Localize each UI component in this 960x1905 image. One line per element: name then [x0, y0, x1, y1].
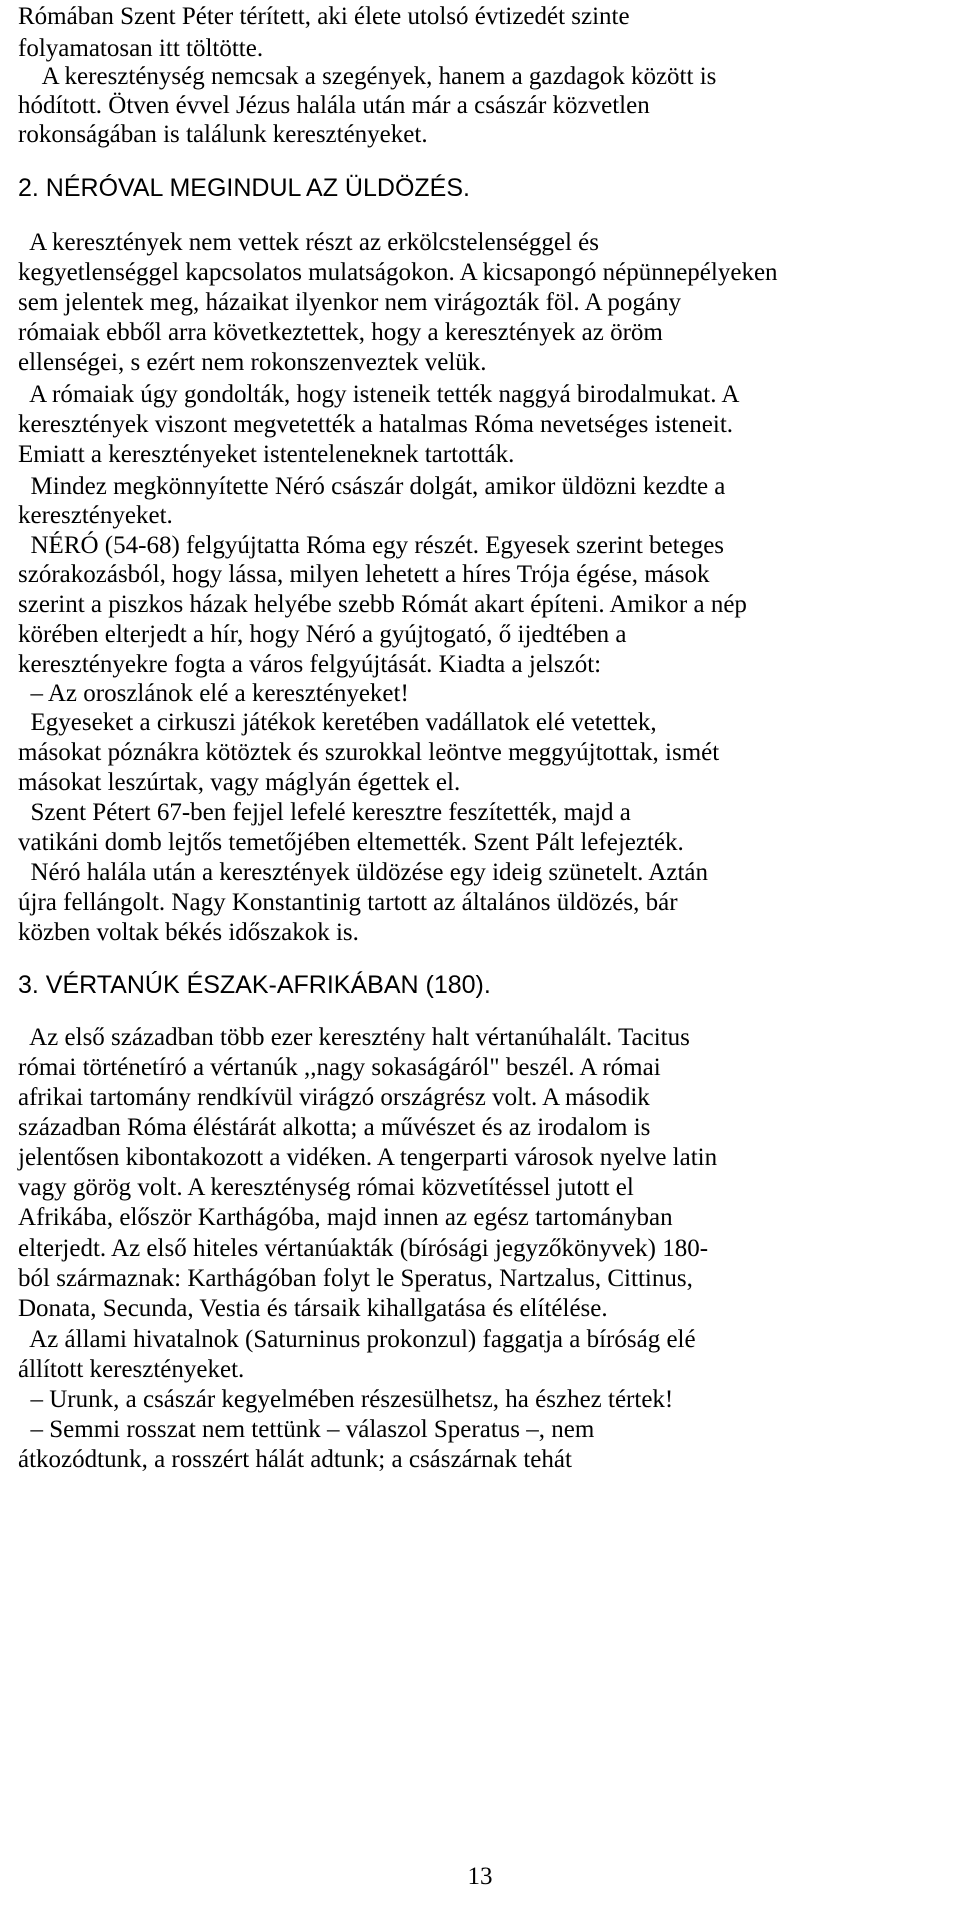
- text-line: elterjedt. Az első hiteles vértanúakták (bírósági jegyzőkönyvek) 180-: [18, 1235, 709, 1262]
- text-line: Egyeseket a cirkuszi játékok keretében vadállatok elé vetettek,: [18, 709, 657, 736]
- text-line: vatikáni domb lejtős temetőjében eltemették. Szent Pált lefejezték.: [18, 829, 684, 856]
- text-line: római történetíró a vértanúk ,,nagy sokaságáról" beszél. A római: [18, 1054, 661, 1081]
- text-line: átkozódtunk, a rosszért hálát adtunk; a császárnak tehát: [18, 1446, 572, 1473]
- text-line: Mindez megkönnyítette Néró császár dolgát, amikor üldözni kezdte a: [18, 473, 726, 500]
- text-line: – Urunk, a császár kegyelmében részesülhetsz, ha észhez tértek!: [18, 1386, 674, 1413]
- text-line: kegyetlenséggel kapcsolatos mulatságokon. A kicsapongó népünnepélyeken: [18, 259, 778, 286]
- text-line: szórakozásból, hogy lássa, milyen lehetett a híres Trója égése, mások: [18, 561, 710, 588]
- text-line: rokonságában is találunk keresztényeket.: [18, 121, 428, 148]
- text-line: sem jelentek meg, házaikat ilyenkor nem virágozták föl. A pogány: [18, 289, 681, 316]
- text-line: Szent Pétert 67-ben fejjel lefelé keresztre feszítették, majd a: [18, 799, 631, 826]
- text-line: NÉRÓ (54-68) felgyújtatta Róma egy részét. Egyesek szerint beteges: [18, 532, 725, 559]
- text-line: A rómaiak úgy gondolták, hogy isteneik tették naggyá birodalmukat. A: [18, 381, 740, 408]
- text-line: szerint a piszkos házak helyébe szebb Rómát akart építeni. Amikor a nép: [18, 591, 747, 618]
- text-line: Emiatt a keresztényeket istenteleneknek tartották.: [18, 441, 515, 468]
- text-line: másokat póznákra kötöztek és szurokkal leöntve meggyújtottak, ismét: [18, 739, 720, 766]
- text-line: ellenségei, s ezért nem rokonszenveztek velük.: [18, 349, 487, 376]
- text-line: Afrikába, először Karthágóba, majd innen az egész tartományban: [18, 1204, 673, 1231]
- text-line: állított keresztényeket.: [18, 1356, 245, 1383]
- text-line: újra fellángolt. Nagy Konstantinig tartott az általános üldözés, bár: [18, 889, 678, 916]
- text-line: közben voltak békés időszakok is.: [18, 919, 359, 946]
- text-line: A kereszténység nemcsak a szegények, hanem a gazdagok között is: [18, 63, 717, 90]
- text-line: keresztények viszont megvetették a hatalmas Róma nevetséges isteneit.: [18, 411, 734, 438]
- text-line: Donata, Secunda, Vestia és társaik kihallgatása és elítélése.: [18, 1295, 608, 1322]
- text-line: hódított. Ötven évvel Jézus halála után már a császár közvetlen: [18, 92, 650, 119]
- text-line: rómaiak ebből arra következtettek, hogy a keresztények az öröm: [18, 319, 663, 346]
- text-line: ból származnak: Karthágóban folyt le Speratus, Nartzalus, Cittinus,: [18, 1265, 693, 1292]
- page-number: 13: [467, 1863, 493, 1890]
- text-line: másokat leszúrtak, vagy máglyán égettek el.: [18, 769, 461, 796]
- text-line: Az első században több ezer keresztény halt vértanúhalált. Tacitus: [18, 1024, 690, 1051]
- text-line: körében elterjedt a hír, hogy Néró a gyújtogató, ő ijedtében a: [18, 621, 627, 648]
- text-line: afrikai tartomány rendkívül virágzó országrész volt. A második: [18, 1084, 650, 1111]
- text-line: században Róma éléstárát alkotta; a művészet és az irodalom is: [18, 1114, 651, 1141]
- section-heading: 3. VÉRTANÚK ÉSZAK-AFRIKÁBAN (180).: [18, 971, 491, 999]
- text-line: keresztényeket.: [18, 502, 173, 529]
- text-line: Néró halála után a keresztények üldözése egy ideig szünetelt. Aztán: [18, 859, 708, 886]
- text-line: jelentősen kibontakozott a vidéken. A tengerparti városok nyelve latin: [18, 1144, 718, 1171]
- section-heading: 2. NÉRÓVAL MEGINDUL AZ ÜLDÖZÉS.: [18, 174, 470, 202]
- text-line: folyamatosan itt töltötte.: [18, 35, 264, 62]
- text-line: vagy görög volt. A kereszténység római közvetítéssel jutott el: [18, 1174, 634, 1201]
- text-line: keresztényekre fogta a város felgyújtását. Kiadta a jelszót:: [18, 651, 602, 678]
- text-line: A keresztények nem vettek részt az erkölcstelenséggel és: [18, 229, 600, 256]
- text-line: Az állami hivatalnok (Saturninus prokonzul) faggatja a bíróság elé: [18, 1326, 696, 1353]
- text-line: – Semmi rosszat nem tettünk – válaszol Speratus –, nem: [18, 1416, 595, 1443]
- text-line: Rómában Szent Péter térített, aki élete utolsó évtizedét szinte: [18, 3, 630, 30]
- text-line: – Az oroszlánok elé a keresztényeket!: [18, 680, 409, 707]
